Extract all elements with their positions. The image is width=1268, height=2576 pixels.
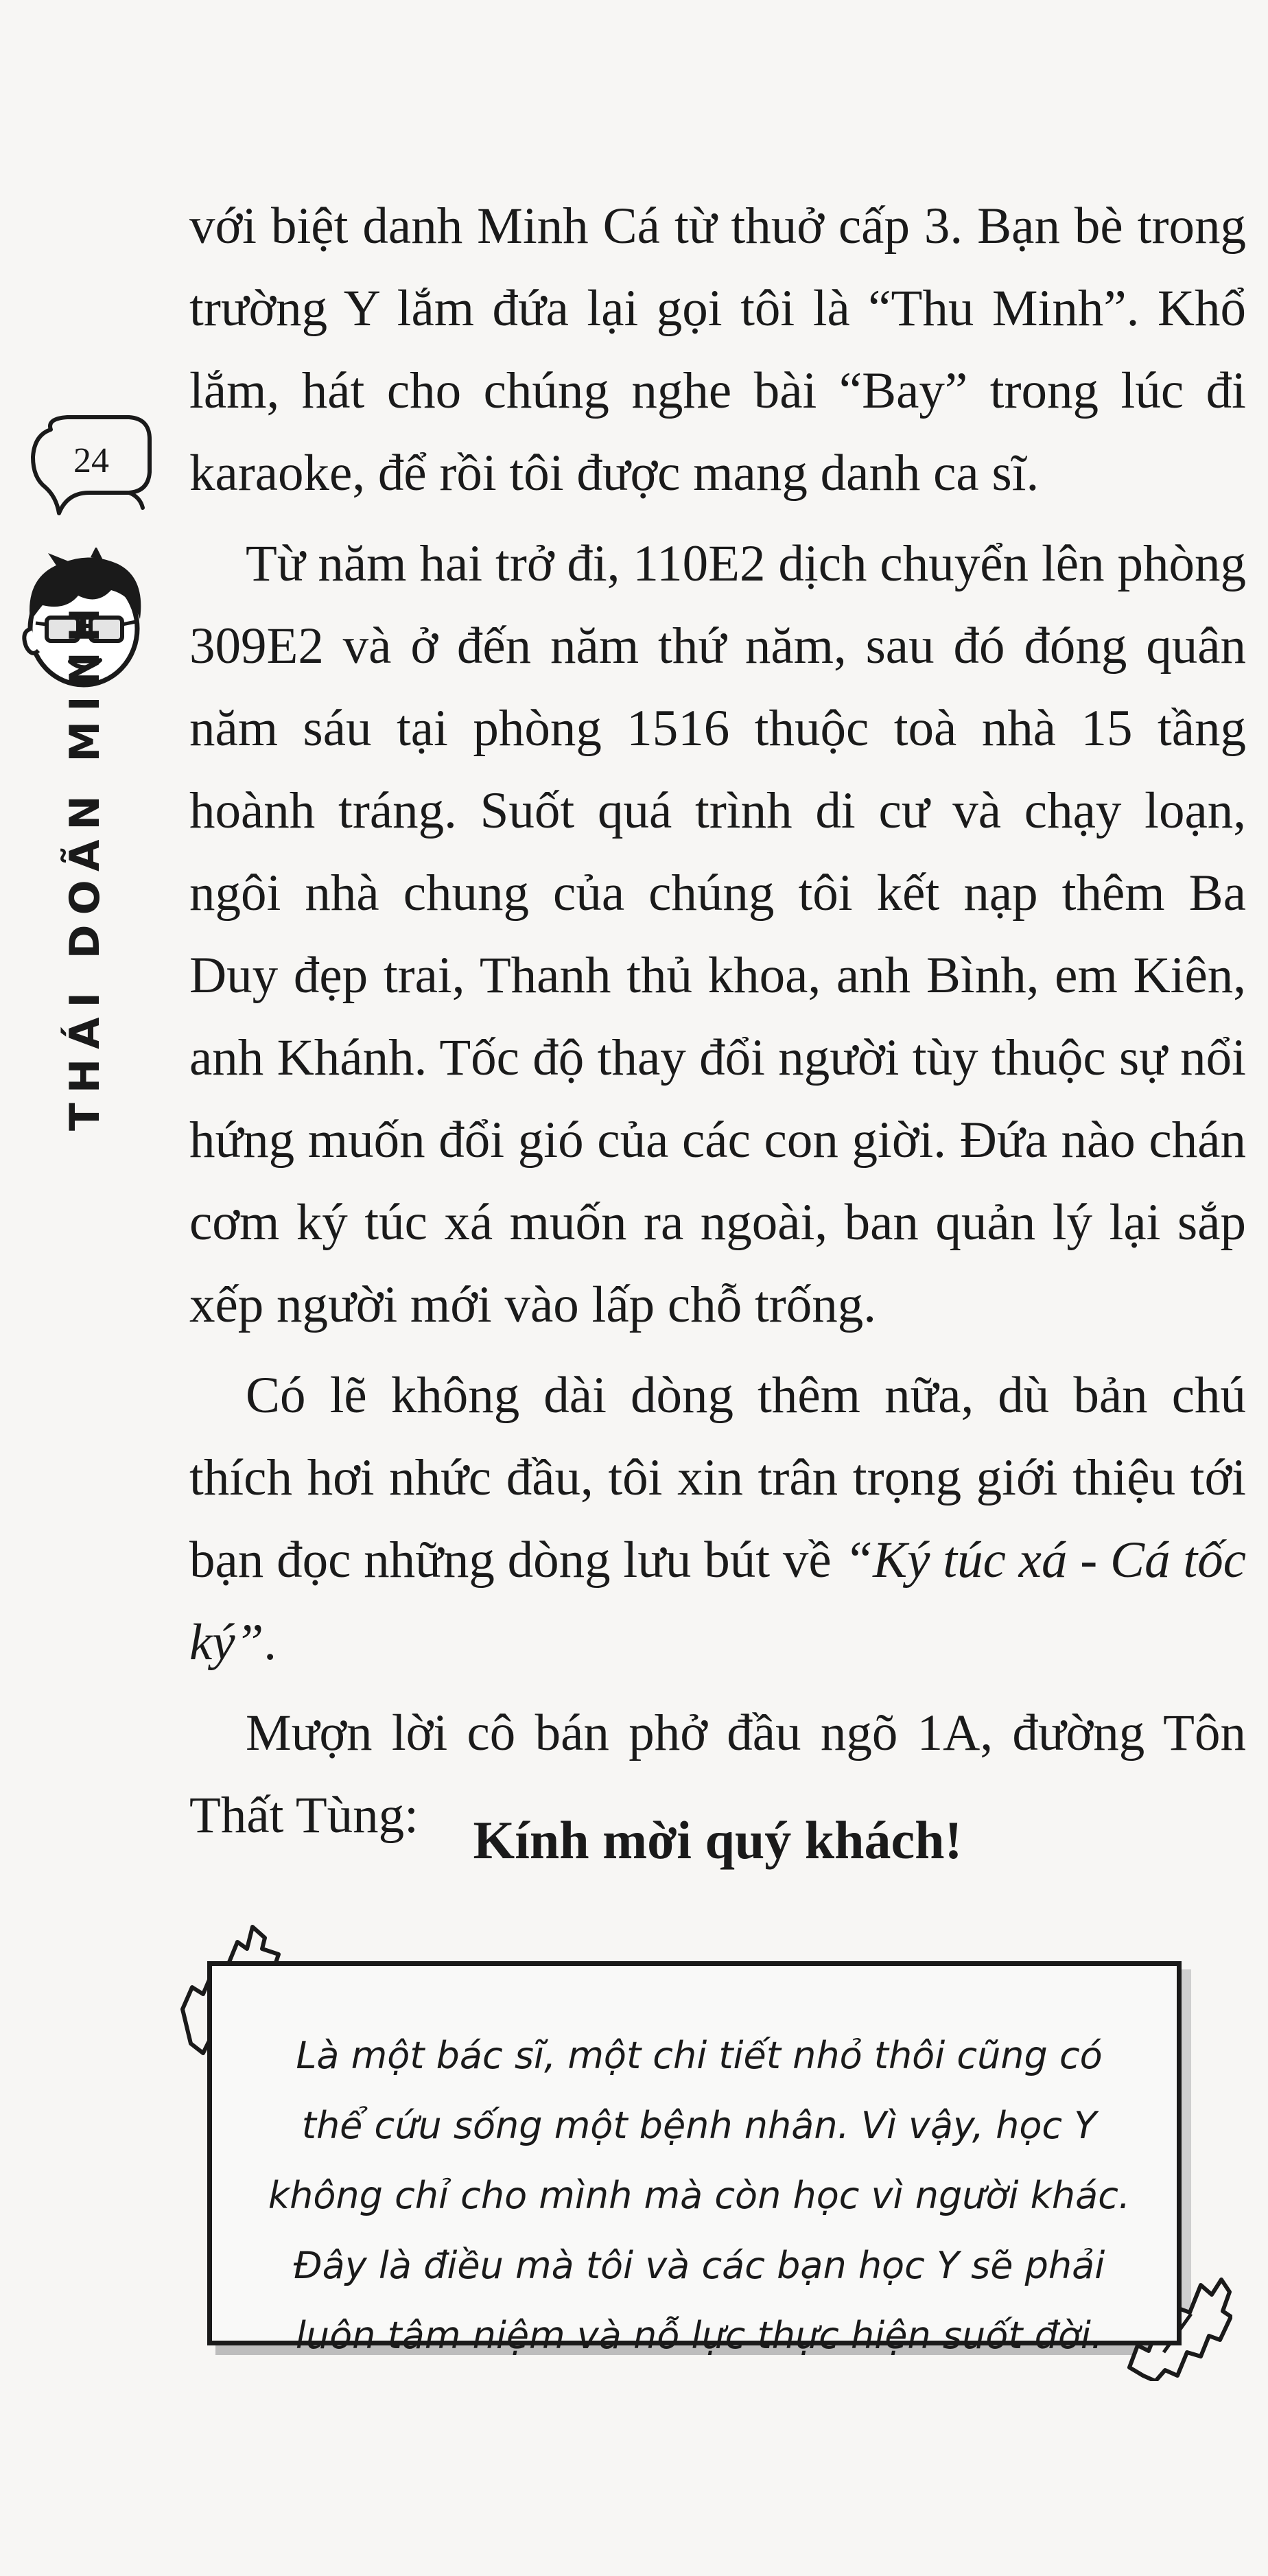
page-number-bubble (26, 412, 156, 535)
paragraph-closing: Mượn lời cô bán phở đầu ngõ 1A, đường Tôn Thất Tùng: (189, 1705, 1246, 1844)
book-title: “Ký túc xá - Cá tốc ký” (189, 1532, 1246, 1671)
paragraph-continued: với biệt danh Minh Cá từ thuở cấp 3. Bạn bè trong trường Y lắm đứa lại gọi tôi là “Thu Minh”. Khổ lắm, hát cho chúng nghe bài “Bay” trong lúc đi karaoke, để rồi tôi được mang danh ca sĩ. (189, 198, 1246, 502)
page-number: 24 (73, 441, 109, 480)
author-name: THÁI DOÃN MINH (61, 598, 109, 1131)
quote-text: Là một bác sĩ, một chi tiết nhỏ thôi cũng có thể cứu sống một bệnh nhân. Vì vậy, học Y không chỉ cho mình mà còn học vì người khác. Đây là điều mà tôi và các bạn học Y sẽ phải luôn tâm niệm và nỗ lực thực hiện suốt đời. (268, 2034, 1131, 2357)
paragraph-introduction (189, 1355, 1246, 1684)
section-heading: Kính mời quý khách! (473, 1810, 963, 1870)
body-text (189, 185, 1246, 1857)
introduction-text: Có lẽ không dài dòng thêm nữa, dù bản chú thích hơi nhức đầu, tôi xin trân trọng giới thiệu tới bạn đọc những dòng lưu bút về (189, 1367, 1246, 1589)
quote-frame (176, 1906, 1232, 2381)
paragraph-dormitory: Từ năm hai trở đi, 110E2 dịch chuyển lên phòng 309E2 và ở đến năm thứ năm, sau đó đóng quân năm sáu tại phòng 1516 thuộc toà nhà 15 tầng hoành tráng. Suốt quá trình di cư và chạy loạn, ngôi nhà chung của chúng tôi kết nạp thêm Ba Duy đẹp trai, Thanh thủ khoa, anh Bình, em Kiên, anh Khánh. Tốc độ thay đổi người tùy thuộc sự nổi hứng muốn đổi gió của các con giời. Đứa nào chán cơm ký túc xá muốn ra ngoài, ban quản lý lại sắp xếp người mới vào lấp chỗ trống. (189, 535, 1246, 1333)
quote-box (207, 1961, 1182, 2357)
introduction-end: . (263, 1614, 277, 1671)
